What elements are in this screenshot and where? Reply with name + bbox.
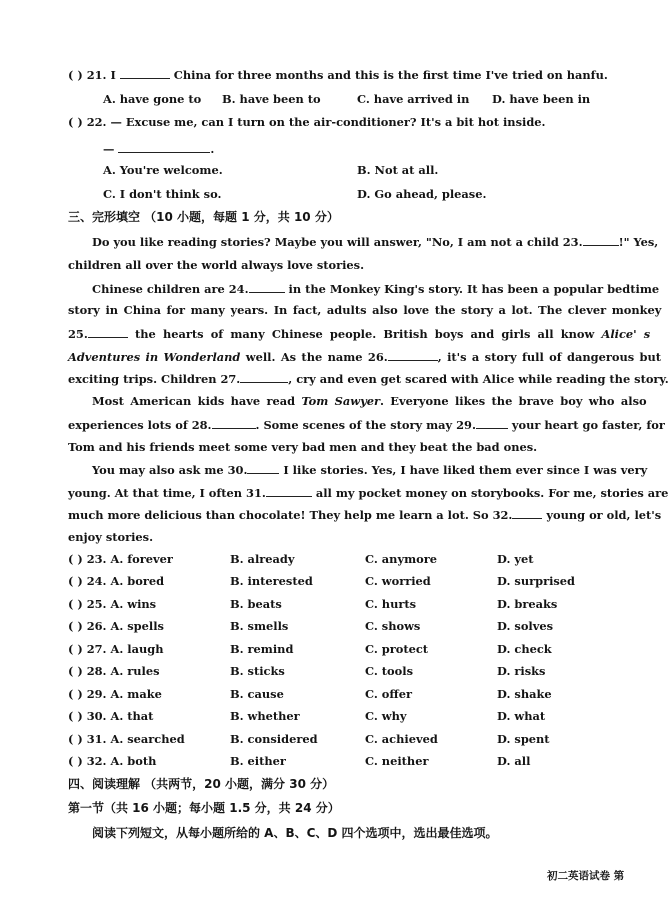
- answer-blank: [240, 371, 288, 383]
- choice-option-c: C. protect: [365, 642, 429, 656]
- passage-line-4: story in China for many years. In fact, adults also love the story a lot. The clever monkey: [68, 303, 662, 317]
- q21-option-b: B. have been to: [222, 92, 321, 106]
- choice-option-c: C. worried: [365, 574, 431, 588]
- choice-option-a: ( ) 27. A. laugh: [68, 642, 164, 656]
- choice-option-d: D. what: [497, 709, 546, 723]
- choice-row: [0, 754, 640, 770]
- choice-option-a: ( ) 31. A. searched: [68, 732, 185, 746]
- answer-blank: [583, 234, 619, 246]
- q22-option-c: C. I don't think so.: [103, 187, 222, 201]
- q22-option-a: A. You're welcome.: [103, 163, 223, 177]
- choice-option-b: B. cause: [230, 687, 284, 701]
- passage-line-7: exciting trips. Children 27. , cry and even get scared with Alice while reading the story.: [68, 372, 669, 386]
- choice-option-d: D. yet: [497, 552, 534, 566]
- q21-option-c: C. have arrived in: [357, 92, 470, 106]
- choice-option-c: C. shows: [365, 619, 421, 633]
- choice-option-b: B. whether: [230, 709, 300, 723]
- choice-option-c: C. neither: [365, 754, 429, 768]
- choice-option-d: D. check: [497, 642, 552, 656]
- choice-row: [0, 642, 640, 658]
- choice-option-d: D. surprised: [497, 574, 576, 588]
- choice-option-b: B. either: [230, 754, 286, 768]
- passage-line-11: You may also ask me 30. I like stories. Yes, I have liked them ever since I was very: [92, 463, 648, 477]
- choice-row: [0, 709, 640, 725]
- answer-blank: [120, 67, 170, 79]
- choice-row: [0, 597, 640, 613]
- choice-option-a: ( ) 26. A. spells: [68, 619, 164, 633]
- section-4-heading: 四、阅读理解 （共两节，20 小题，满分 30 分）: [68, 777, 335, 791]
- choice-option-c: C. offer: [365, 687, 412, 701]
- choice-option-d: D. solves: [497, 619, 554, 633]
- section-4-part-1: 第一节（共 16 小题；每小题 1.5 分，共 24 分）: [68, 801, 340, 815]
- page-footer: 初二英语试卷 第: [547, 870, 625, 882]
- answer-blank: [249, 281, 285, 293]
- question-22-reply: — .: [103, 142, 215, 156]
- choice-option-a: ( ) 29. A. make: [68, 687, 162, 701]
- choice-option-c: C. achieved: [365, 732, 438, 746]
- choice-option-d: D. risks: [497, 664, 546, 678]
- choice-option-a: ( ) 28. A. rules: [68, 664, 160, 678]
- answer-blank: [212, 417, 256, 429]
- question-22: ( ) 22. — Excuse me, can I turn on the air-conditioner? It's a bit hot inside.: [68, 115, 546, 129]
- answer-blank: [512, 507, 542, 519]
- question-21-rest: China for three months and this is the first time I've tried on hanfu.: [173, 68, 608, 82]
- passage-line-13: much more delicious than chocolate! They help me learn a lot. So 32. young or old, let's: [68, 508, 662, 522]
- answer-blank: [247, 462, 279, 474]
- section-4-instruction: 阅读下列短文，从每小题所给的 A、B、C、D 四个选项中，选出最佳选项。: [92, 826, 498, 840]
- choice-option-b: B. considered: [230, 732, 318, 746]
- choice-option-a: ( ) 32. A. both: [68, 754, 157, 768]
- choice-option-c: C. hurts: [365, 597, 417, 611]
- choice-option-a: ( ) 30. A. that: [68, 709, 154, 723]
- choice-row: [0, 619, 640, 635]
- question-21: [68, 67, 608, 82]
- choice-option-a: ( ) 24. A. bored: [68, 574, 165, 588]
- answer-blank: [388, 349, 438, 361]
- choice-option-a: ( ) 23. A. forever: [68, 552, 173, 566]
- passage-line-1: Do you like reading stories? Maybe you will answer, "No, I am not a child 23. !" Yes,: [92, 235, 659, 249]
- passage-line-2: children all over the world always love stories.: [68, 258, 365, 272]
- choice-option-d: D. spent: [497, 732, 550, 746]
- choice-row: [0, 552, 640, 568]
- passage-line-12: young. At that time, I often 31. all my pocket money on storybooks. For me, stories are: [68, 486, 669, 500]
- choice-option-d: D. all: [497, 754, 531, 768]
- q22-option-d: D. Go ahead, please.: [357, 187, 487, 201]
- choice-option-d: D. shake: [497, 687, 552, 701]
- choice-option-a: ( ) 25. A. wins: [68, 597, 157, 611]
- choice-option-b: B. interested: [230, 574, 313, 588]
- section-3-heading: 三、完形填空 （10 小题，每题 1 分，共 10 分）: [68, 210, 339, 224]
- choice-row: [0, 574, 640, 590]
- choice-option-b: B. sticks: [230, 664, 285, 678]
- answer-blank: [88, 326, 128, 338]
- passage-line-9: experiences lots of 28. . Some scenes of the story may 29. your heart go faster, for: [68, 418, 665, 432]
- answer-blank: [476, 417, 508, 429]
- choice-row: [0, 664, 640, 680]
- passage-line-5: 25. the hearts of many Chinese people. British boys and girls all know Alice' s: [68, 327, 651, 341]
- choice-option-b: B. beats: [230, 597, 282, 611]
- passage-line-8: Most American kids have read Tom Sawyer. Everyone likes the brave boy who also: [92, 394, 647, 408]
- choice-option-b: B. remind: [230, 642, 294, 656]
- passage-line-10: Tom and his friends meet some very bad men and they beat the bad ones.: [68, 440, 538, 454]
- passage-line-14: enjoy stories.: [68, 530, 154, 544]
- choice-option-b: B. already: [230, 552, 295, 566]
- q21-option-d: D. have been in: [492, 92, 591, 106]
- passage-line-6: Adventures in Wonderland well. As the name 26. , it's a story full of dangerous but: [68, 350, 662, 364]
- question-21-stem: ( ) 21. I: [68, 68, 116, 82]
- choice-option-c: C. why: [365, 709, 407, 723]
- choice-option-c: C. tools: [365, 664, 413, 678]
- passage-line-3: Chinese children are 24. in the Monkey King's story. It has been a popular bedtime: [92, 282, 660, 296]
- q22-option-b: B. Not at all.: [357, 163, 439, 177]
- choice-row: [0, 732, 640, 748]
- answer-blank: [118, 141, 210, 153]
- answer-blank: [266, 485, 312, 497]
- choice-option-c: C. anymore: [365, 552, 437, 566]
- q21-option-a: A. have gone to: [103, 92, 202, 106]
- choice-row: [0, 687, 640, 703]
- choice-option-b: B. smells: [230, 619, 289, 633]
- choice-option-d: D. breaks: [497, 597, 558, 611]
